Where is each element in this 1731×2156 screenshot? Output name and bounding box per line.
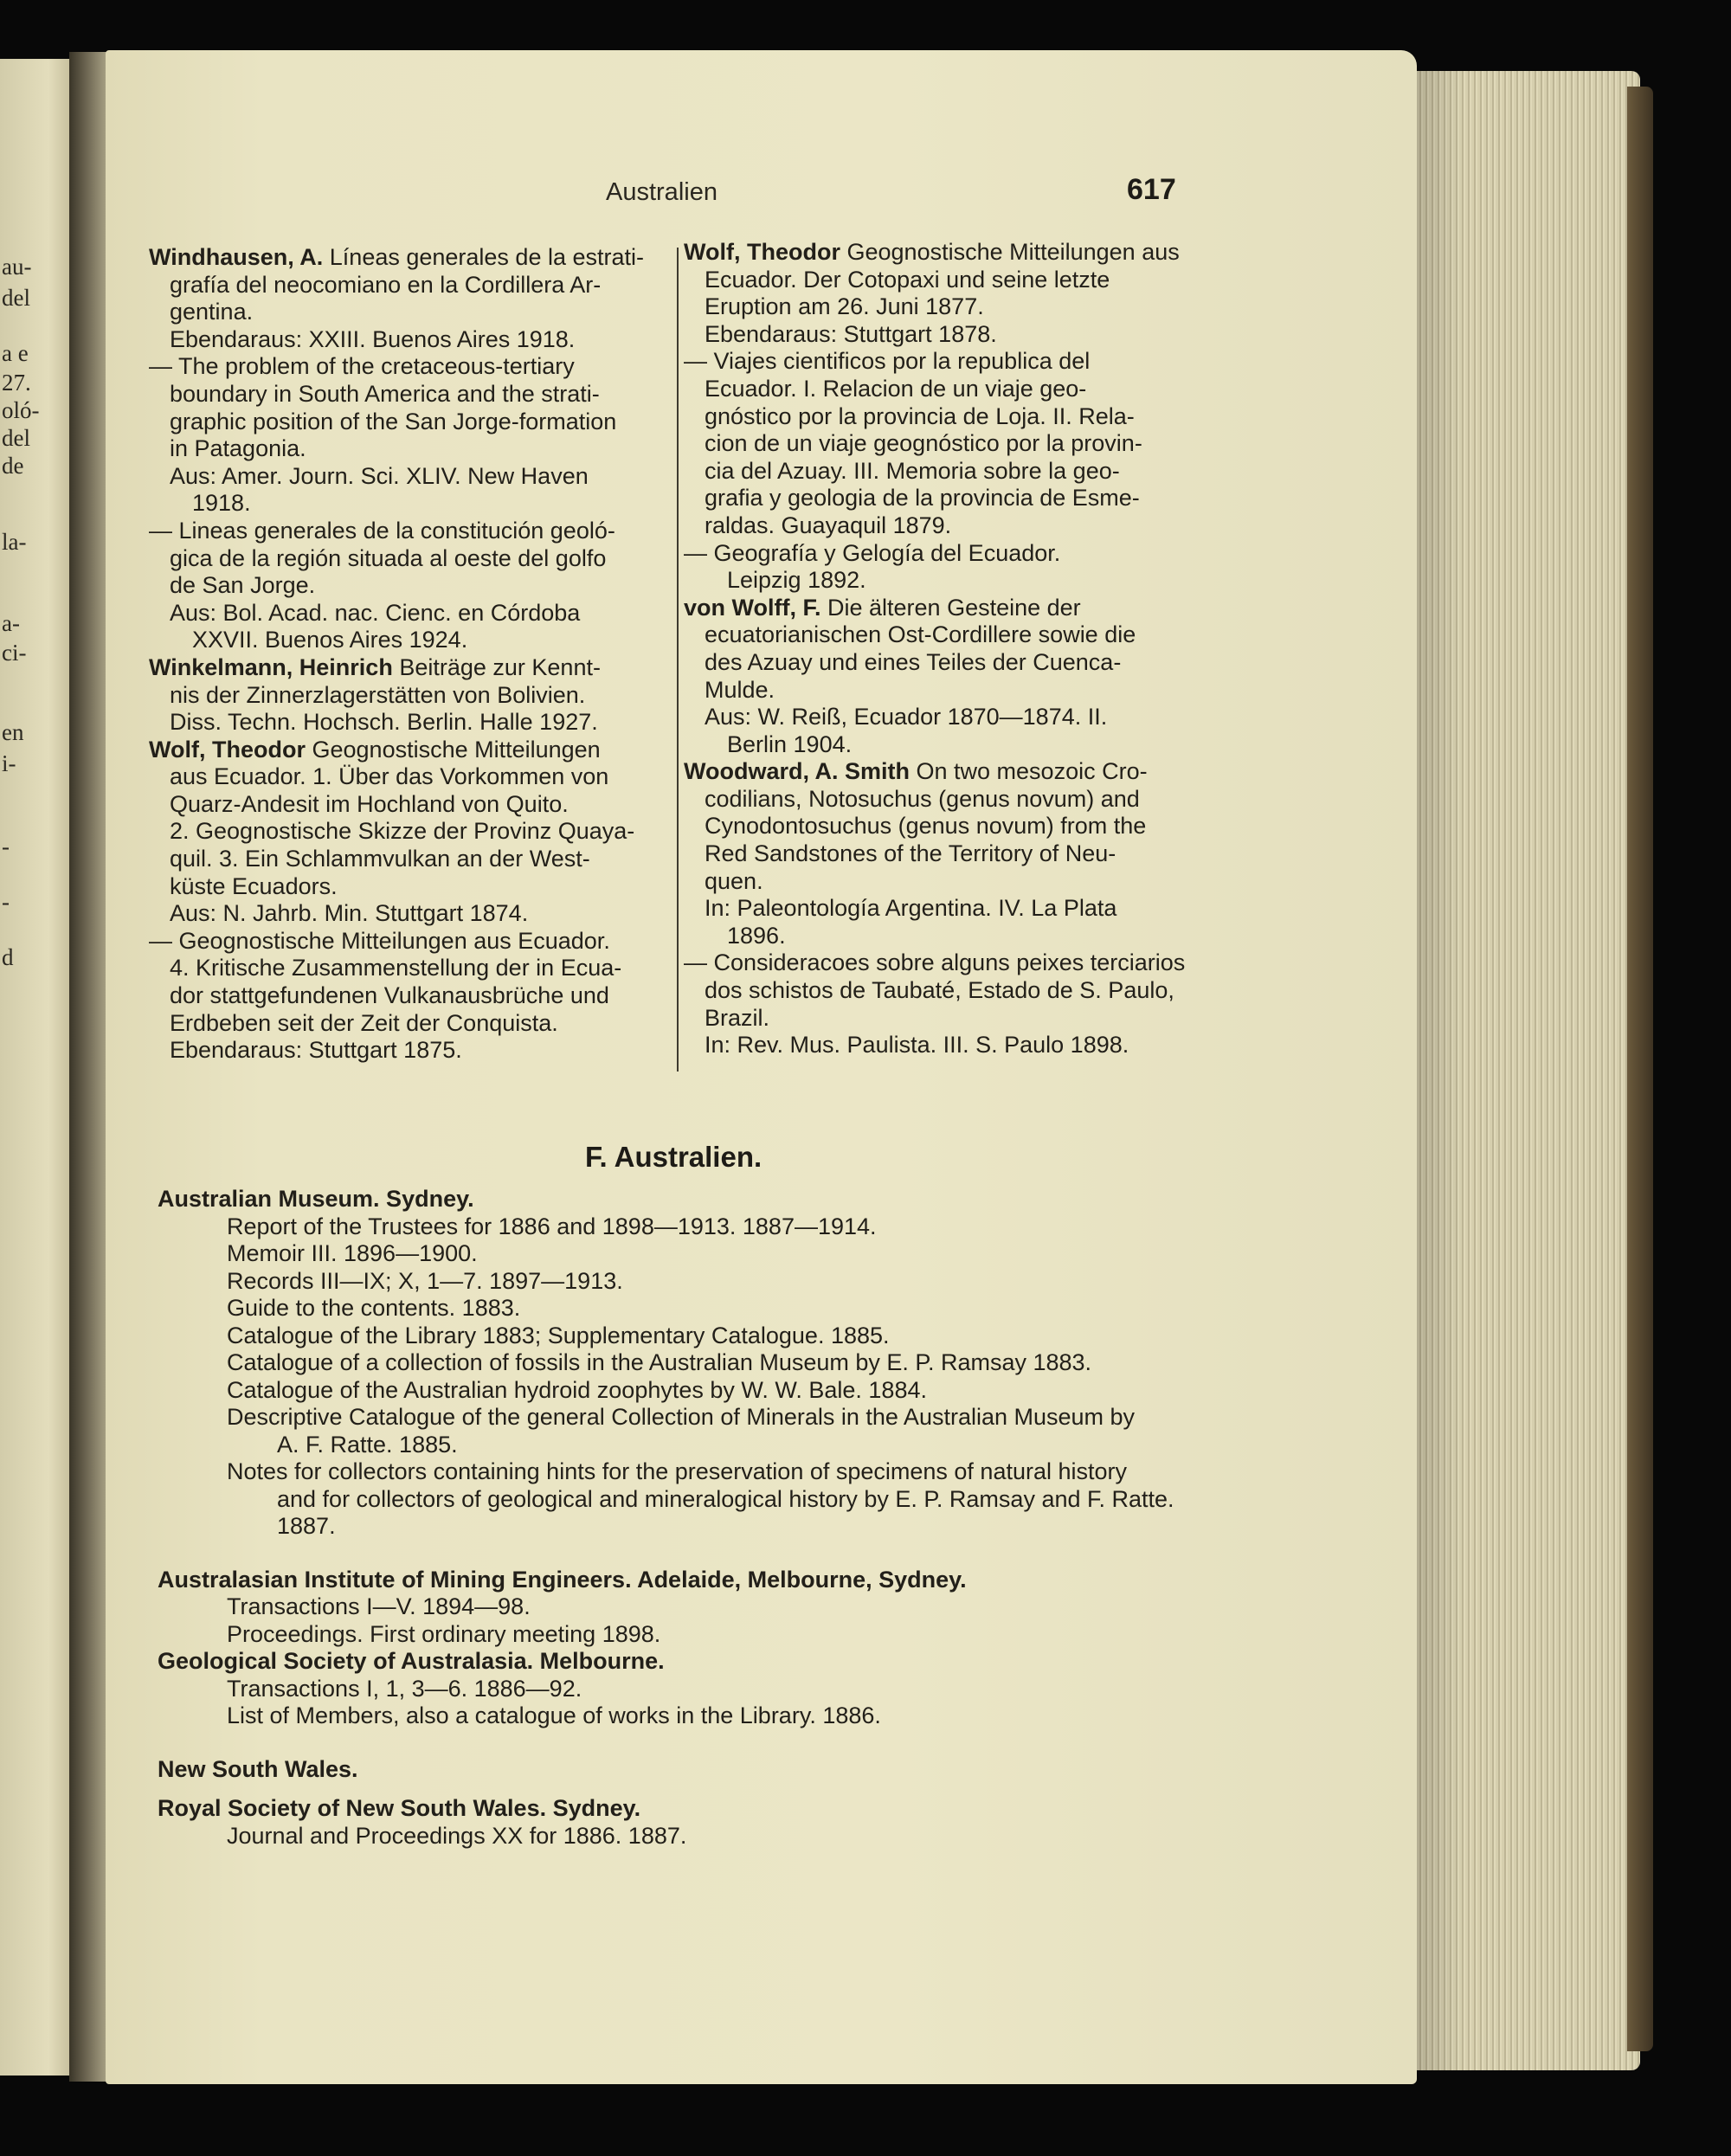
bib-entry: [684, 595, 1207, 759]
fragment: -: [2, 889, 10, 915]
entry-ref: 1896.: [727, 922, 786, 949]
entry-text: gentina.: [170, 299, 254, 325]
australia-listing: [158, 1186, 1231, 1850]
entry-text: — The problem of the cretaceous-tertiary: [149, 353, 575, 380]
entry-text: dor stattgefundenen Vulkanausbrüche und: [170, 982, 609, 1009]
entry-text: Líneas generales de la estrati-: [329, 244, 645, 270]
fragment: i-: [2, 750, 16, 776]
entry-ref: Leipzig 1892.: [727, 567, 866, 594]
entry-ref: 1918.: [192, 490, 251, 517]
entry-text: 4. Kritische Zusammenstellung der in Ecua-: [170, 955, 622, 981]
entry-text: cion de un viaje geognóstico por la provin-: [705, 430, 1142, 457]
bib-entry: [684, 540, 1207, 595]
holding-item: Catalogue of a collection of fossils in the Australian Museum by E. P. Ramsay 1883.: [227, 1349, 1092, 1375]
institution-heading: Geological Society of Australasia. Melbourne.: [158, 1648, 665, 1674]
entry-text: On two mesozoic Cro-: [916, 758, 1148, 785]
entry-author: Wolf, Theodor: [684, 239, 840, 265]
entry-author: von Wolff, F.: [684, 594, 821, 621]
entry-ref: Diss. Techn. Hochsch. Berlin. Halle 1927.: [170, 709, 598, 736]
entry-text: aus Ecuador. 1. Über das Vorkommen von: [170, 763, 609, 790]
holding-item: Journal and Proceedings XX for 1886. 1887.: [227, 1822, 687, 1849]
fragment: a e: [2, 340, 29, 366]
bib-entry: [149, 654, 660, 737]
facing-page-fragment: [0, 59, 69, 2076]
entry-author: Woodward, A. Smith: [684, 758, 910, 785]
entry-text: küste Ecuadors.: [170, 872, 338, 899]
holding-item: Proceedings. First ordinary meeting 1898.: [227, 1620, 661, 1647]
entry-text: Geognostische Mitteilungen aus: [846, 239, 1180, 265]
entry-ref: Aus: Amer. Journ. Sci. XLIV. New Haven: [170, 462, 589, 489]
institution-heading: Australian Museum. Sydney.: [158, 1186, 474, 1212]
running-head: Australien: [606, 178, 717, 206]
holding-item: Transactions I, 1, 3—6. 1886—92.: [227, 1675, 582, 1702]
holding-item: A. F. Ratte. 1885.: [277, 1431, 458, 1458]
entry-text: — Geognostische Mitteilungen aus Ecuador.: [149, 927, 610, 954]
entry-text: — Lineas generales de la constitución geoló-: [149, 517, 615, 544]
institution-heading: Royal Society of New South Wales. Sydney.: [158, 1795, 641, 1821]
bib-entry: [149, 737, 660, 928]
page-number: 617: [1127, 173, 1176, 206]
page-edges-shadow: [1411, 71, 1463, 2070]
entry-text: Beiträge zur Kennt-: [399, 653, 601, 680]
fragment: del: [2, 285, 30, 311]
entry-text: ecuatorianischen Ost-Cordillere sowie die: [705, 621, 1136, 648]
entry-text: — Viajes cientificos por la republica del: [684, 348, 1091, 375]
bib-entry: [684, 758, 1207, 949]
holding-item: Memoir III. 1896—1900.: [227, 1240, 478, 1266]
column-rule: [677, 248, 679, 1072]
entry-text: codilians, Notosuchus (genus novum) and: [705, 785, 1140, 812]
entry-ref: Ebendaraus: Stuttgart 1875.: [170, 1037, 462, 1064]
holding-item: List of Members, also a catalogue of works in the Library. 1886.: [227, 1702, 881, 1728]
entry-text: quil. 3. Ein Schlammvulkan an der West-: [170, 846, 590, 872]
entry-text: Eruption am 26. Juni 1877.: [705, 293, 984, 320]
fragment: oló-: [2, 397, 40, 423]
entry-text: — Geografía y Gelogía del Ecuador.: [684, 539, 1061, 566]
entry-text: Quarz-Andesit im Hochland von Quito.: [170, 790, 569, 817]
entry-ref: Ebendaraus: XXIII. Buenos Aires 1918.: [170, 325, 576, 352]
bib-entry: [149, 928, 660, 1065]
bib-entry: [149, 353, 660, 518]
entry-ref: Aus: Bol. Acad. nac. Cienc. en Córdoba: [170, 599, 581, 626]
bib-entry: [684, 239, 1207, 348]
entry-text: Geognostische Mitteilungen: [312, 736, 601, 763]
fragment: au-: [2, 254, 32, 280]
holding-item: Descriptive Catalogue of the general Collection of Minerals in the Australian Museum by: [227, 1404, 1136, 1430]
fragment: la-: [2, 529, 27, 555]
entry-text: de San Jorge.: [170, 572, 316, 599]
entry-text: raldas. Guayaquil 1879.: [705, 512, 952, 538]
fragment: a-: [2, 610, 20, 636]
institution-heading: Australasian Institute of Mining Engineers. Adelaide, Melbourne, Sydney.: [158, 1566, 967, 1593]
bib-entry: [684, 348, 1207, 539]
holding-item: Transactions I—V. 1894—98.: [227, 1593, 531, 1619]
entry-ref: Aus: N. Jahrb. Min. Stuttgart 1874.: [170, 900, 529, 927]
holding-item: Records III—IX; X, 1—7. 1897—1913.: [227, 1267, 623, 1294]
holding-item: Guide to the contents. 1883.: [227, 1295, 521, 1321]
entry-text: — Consideracoes sobre alguns peixes terciarios: [684, 949, 1186, 976]
entry-author: Wolf, Theodor: [149, 736, 306, 763]
entry-text: graphic position of the San Jorge-formation: [170, 408, 617, 434]
fragment: d: [2, 944, 14, 970]
entry-text: Brazil.: [705, 1004, 770, 1031]
entry-text: grafía del neocomiano en la Cordillera Ar-: [170, 271, 602, 298]
fragment: -: [2, 833, 10, 859]
holding-item: and for collectors of geological and mineralogical history by E. P. Ramsay and F. Ratte.: [277, 1485, 1174, 1512]
entry-text: Red Sandstones of the Territory of Neu-: [705, 840, 1116, 867]
bib-entry: [149, 244, 660, 353]
holding-item: Catalogue of the Australian hydroid zoophytes by W. W. Bale. 1884.: [227, 1376, 927, 1403]
fragment: en: [2, 719, 24, 745]
entry-text: cia del Azuay. III. Memoria sobre la geo-: [705, 457, 1120, 484]
fragment: del: [2, 425, 30, 451]
fragment: de: [2, 453, 24, 479]
entry-text: dos schistos de Taubaté, Estado de S. Paulo,: [705, 977, 1174, 1004]
bib-entry: [684, 949, 1207, 1059]
entry-text: Ecuador. Der Cotopaxi und seine letzte: [705, 266, 1110, 293]
entry-text: Mulde.: [705, 676, 775, 703]
entry-text: gica de la región situada al oeste del golfo: [170, 544, 607, 571]
entry-author: Windhausen, A.: [149, 244, 324, 270]
book-cover-edge: [1627, 87, 1653, 2051]
holding-item: 1887.: [277, 1513, 336, 1539]
holding-item: Notes for collectors containing hints for the preservation of specimens of natural history: [227, 1458, 1128, 1484]
fragment: ci-: [2, 640, 27, 666]
holding-item: Report of the Trustees for 1886 and 1898—1913. 1887—1914.: [227, 1213, 877, 1239]
entry-text: in Patagonia.: [170, 435, 306, 462]
right-column: [684, 239, 1207, 1059]
entry-ref: XXVII. Buenos Aires 1924.: [192, 627, 468, 653]
entry-ref: In: Rev. Mus. Paulista. III. S. Paulo 1898.: [705, 1032, 1129, 1059]
entry-text: Die älteren Gesteine der: [827, 594, 1081, 621]
entry-text: Erdbeben seit der Zeit der Conquista.: [170, 1009, 558, 1036]
bib-entry: [149, 518, 660, 654]
entry-text: quen.: [705, 867, 763, 894]
region-heading: New South Wales.: [158, 1755, 358, 1782]
entry-ref: Aus: W. Reiß, Ecuador 1870—1874. II.: [705, 704, 1108, 730]
entry-text: des Azuay und eines Teiles der Cuenca-: [705, 648, 1122, 675]
holding-item: Catalogue of the Library 1883; Supplementary Catalogue. 1885.: [227, 1322, 890, 1348]
section-heading: F. Australien.: [585, 1141, 763, 1173]
entry-text: Cynodontosuchus (genus novum) from the: [705, 813, 1147, 840]
entry-text: boundary in South America and the strati-: [170, 380, 600, 407]
entry-ref: In: Paleontología Argentina. IV. La Plata: [705, 895, 1117, 922]
entry-text: gnóstico por la provincia de Loja. II. Rela-: [705, 402, 1135, 429]
entry-text: nis der Zinnerzlagerstätten von Bolivien.: [170, 681, 586, 708]
entry-author: Winkelmann, Heinrich: [149, 653, 393, 680]
entry-text: 2. Geognostische Skizze der Provinz Quaya-: [170, 818, 635, 845]
entry-text: grafia y geologia de la provincia de Esme-: [705, 485, 1140, 512]
entry-ref: Ebendaraus: Stuttgart 1878.: [705, 320, 997, 347]
entry-text: Ecuador. I. Relacion de un viaje geo-: [705, 375, 1087, 402]
fragment: 27.: [2, 370, 31, 396]
entry-ref: Berlin 1904.: [727, 730, 853, 757]
left-column: [149, 244, 660, 1065]
